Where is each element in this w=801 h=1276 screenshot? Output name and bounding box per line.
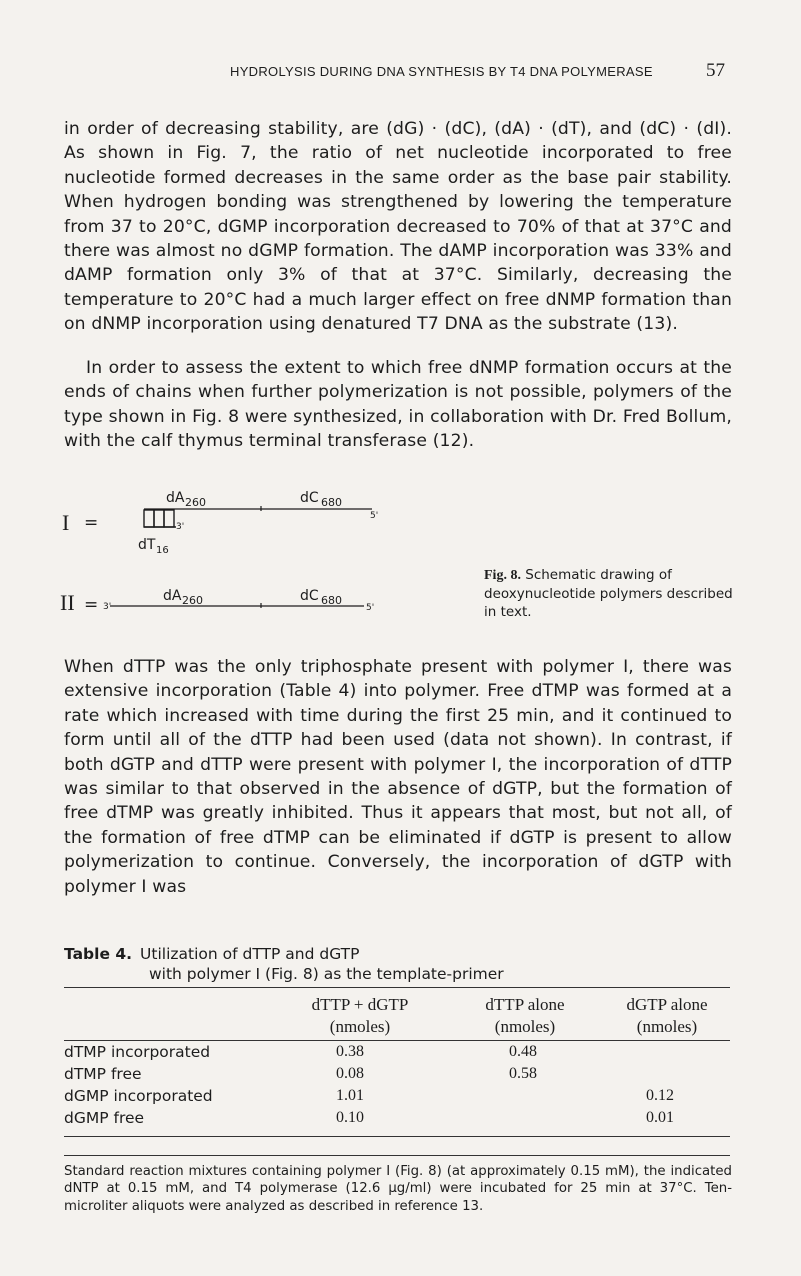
figure-8-caption-text: Schematic drawing of deoxynucleotide polymers described in text. bbox=[484, 567, 733, 620]
dA-label-II: dA bbox=[163, 588, 182, 604]
dC-subscript-I: 680 bbox=[321, 496, 342, 509]
dC-subscript-II: 680 bbox=[321, 594, 342, 607]
figure-8-caption bbox=[484, 566, 744, 621]
figure-8-caption-label: Fig. 8. bbox=[484, 568, 521, 583]
dC-label-II: dC bbox=[300, 588, 319, 604]
column-header-line-2: (nmoles) bbox=[494, 1017, 556, 1036]
dT-block-2 bbox=[154, 510, 164, 527]
body-paragraph-2: In order to assess the extent to which free dNMP formation occurs at the ends of chains when further polymerization is not possible, polymers of the type shown in Fig. 8 were synthesized, in collaboration with Dr. Fred Bollum, with the calf thymus terminal transferase (12). bbox=[64, 358, 732, 452]
table-cell: 0.48 bbox=[509, 1043, 537, 1060]
column-header-line-2: (nmoles) bbox=[636, 1017, 698, 1036]
figure-8-schematic bbox=[58, 486, 418, 616]
table-row-label: dTMP free bbox=[64, 1065, 142, 1083]
end-5-I: 5' bbox=[370, 511, 379, 521]
end-3-I: 3' bbox=[176, 522, 185, 532]
dA-label-I: dA bbox=[166, 490, 185, 506]
column-header-line-1: dGTP alone bbox=[626, 995, 708, 1014]
column-header-dttp-alone bbox=[460, 994, 590, 1038]
table-4-title-line-1: Utilization of dTTP and dGTP bbox=[140, 945, 360, 963]
column-header-line-1: dTTP alone bbox=[485, 995, 565, 1014]
column-header-dttp-dgtp bbox=[290, 994, 430, 1038]
body-paragraph-1: in order of decreasing stability, are (dG) · (dC), (dA) · (dT), and (dC) · (dI). As shown in Fig. 7, the ratio of net nucleotide incorporated to free nucleotide formed decreases in the same order as the base pair stability. When hydrogen bonding was strengthened by lowering the temperature from 37 to 20°C, dGMP incorporation decreased to 70% of that at 37°C and there was almost no dGMP formation. The dAMP incorporation was 33% and dAMP formation only 3% of that at 37°C. Similarly, decreasing the temperature to 20°C had a much larger effect on free dNMP formation than on dNMP incorporation using denatured T7 DNA as the substrate (13). bbox=[64, 119, 732, 335]
end-3-II: 3' bbox=[103, 602, 112, 612]
table-cell: 1.01 bbox=[336, 1087, 364, 1104]
polymer-I-label: I bbox=[62, 510, 70, 535]
table-row-label: dTMP incorporated bbox=[64, 1043, 211, 1061]
column-header-line-2: (nmoles) bbox=[329, 1017, 391, 1036]
table-cell: 0.38 bbox=[336, 1043, 364, 1060]
table-top-rule bbox=[64, 987, 730, 988]
table-cell: 0.10 bbox=[336, 1109, 364, 1126]
table-footnote-rule bbox=[64, 1155, 730, 1156]
end-5-II: 5' bbox=[366, 603, 375, 613]
table-bottom-rule bbox=[64, 1136, 730, 1137]
table-cell: 0.12 bbox=[646, 1087, 674, 1104]
column-header-line-1: dTTP + dGTP bbox=[311, 995, 409, 1014]
dA-subscript-II: 260 bbox=[182, 594, 203, 607]
table-4-footnote: Standard reaction mixtures containing polymer I (Fig. 8) (at approximately 0.15 mM), the indicated dNTP at 0.15 mM, and T4 polymerase (12.6 µg/ml) were incubated for 25 min at 37°C. Ten-microliter aliquots were analyzed as described in reference 13. bbox=[64, 1164, 732, 1214]
dT-label: dT bbox=[138, 537, 156, 553]
dT-subscript: 16 bbox=[156, 545, 169, 556]
dT-block-3 bbox=[164, 510, 174, 527]
running-head: HYDROLYSIS DURING DNA SYNTHESIS BY T4 DNA POLYMERASE bbox=[230, 64, 653, 79]
dT-block-1 bbox=[144, 510, 154, 527]
page-number: 57 bbox=[706, 60, 725, 81]
dA-subscript-I: 260 bbox=[185, 496, 206, 509]
table-4-title-line-2: with polymer I (Fig. 8) as the template-primer bbox=[149, 965, 504, 983]
table-row-label: dGMP incorporated bbox=[64, 1087, 213, 1105]
table-4-title bbox=[64, 944, 504, 984]
table-cell: 0.01 bbox=[646, 1109, 674, 1126]
body-paragraph-3: When dTTP was the only triphosphate present with polymer I, there was extensive incorporation (Table 4) into polymer. Free dTMP was formed at a rate which increased with time during the first 25 min, and it continued to form until all of the dTTP had been used (data not shown). In contrast, if both dGTP and dTTP were present with polymer I, the incorporation of dTTP was similar to that observed in the absence of dGTP, but the formation of free dTMP was greatly inhibited. Thus it appears that most, but not all, of the formation of free dTMP can be eliminated if dGTP is present to allow polymerization to continue. Conversely, the incorporation of dGTP with polymer I was bbox=[64, 657, 732, 897]
table-row-label: dGMP free bbox=[64, 1109, 145, 1127]
table-4-label: Table 4. bbox=[64, 945, 133, 963]
table-header-rule bbox=[64, 1040, 730, 1041]
polymer-II-equals: = bbox=[84, 595, 99, 615]
polymer-I-equals: = bbox=[84, 513, 99, 533]
column-header-dgtp-alone bbox=[602, 994, 732, 1038]
table-cell: 0.08 bbox=[336, 1065, 364, 1082]
polymer-II-label: II bbox=[60, 590, 75, 615]
dC-label-I: dC bbox=[300, 490, 319, 506]
table-cell: 0.58 bbox=[509, 1065, 537, 1082]
